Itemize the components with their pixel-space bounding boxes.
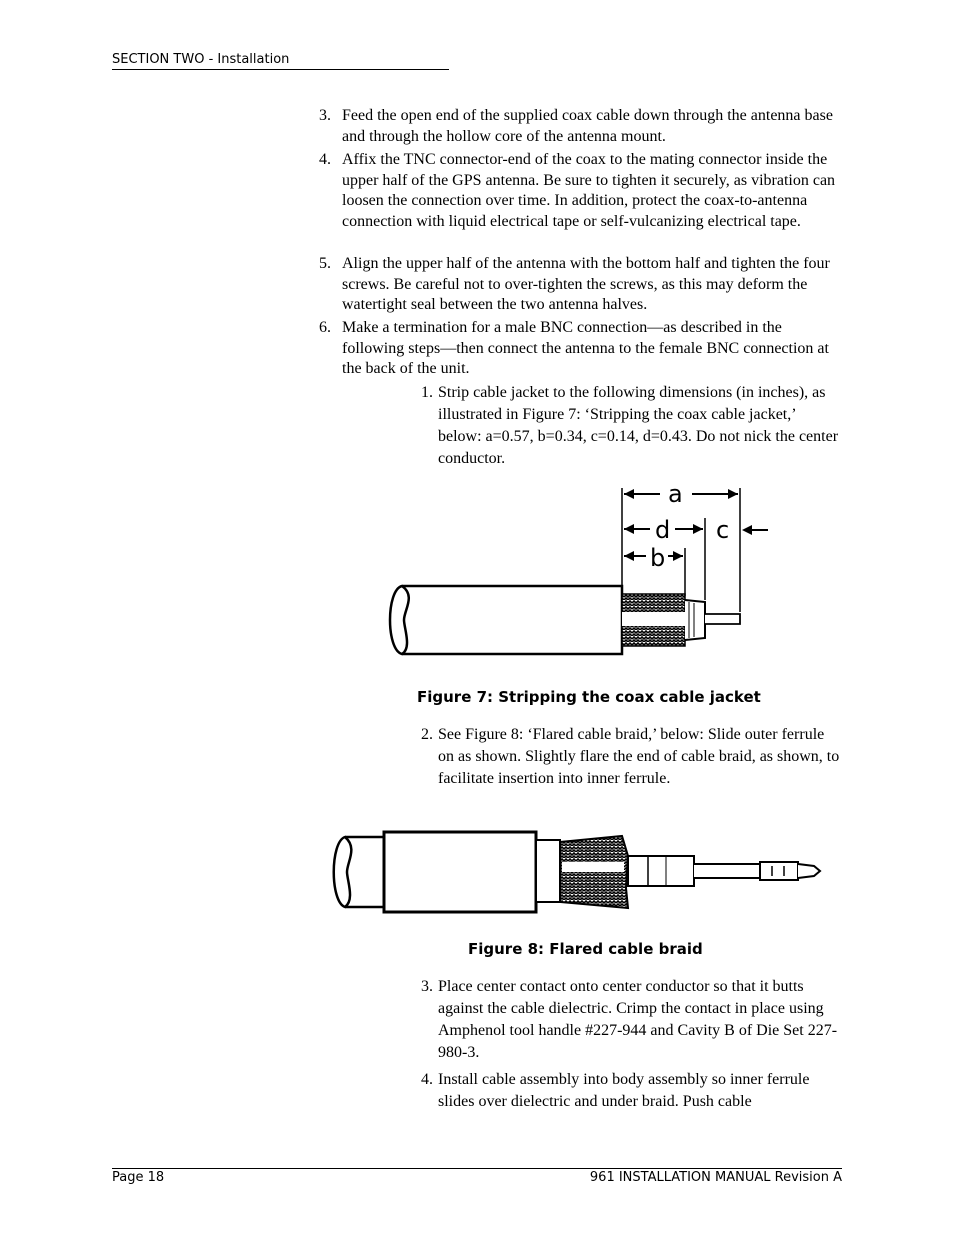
step-number: 6.: [319, 319, 331, 336]
substep-3: [421, 976, 841, 1064]
step-text: Make a termination for a male BNC connection—as described in the following steps—then connect the antenna to the female BNC connection at the back of the unit.: [342, 319, 829, 377]
step-text: Align the upper half of the antenna with the bottom half and tighten the four screws. Be careful not to over-tighten the screws, as this may deform the watertight seal between the two antenna halves.: [342, 255, 830, 313]
center-conductor: [694, 862, 820, 880]
dimension-label-c: c: [716, 516, 730, 544]
figure-7-caption: Figure 7: Stripping the coax cable jacket: [417, 688, 761, 706]
cable-braid: [536, 840, 560, 902]
dimension-label-d: d: [655, 516, 671, 544]
page-number: Page 18: [112, 1170, 165, 1185]
cable-jacket: [334, 837, 384, 907]
step-number: 3.: [319, 107, 331, 124]
substep-4: [421, 1069, 841, 1113]
substep-number: 1.: [421, 384, 433, 401]
cable-dielectric: [628, 856, 694, 886]
substep-number: 3.: [421, 978, 433, 995]
substep-text: Install cable assembly into body assembly so inner ferrule slides over dielectric and under braid. Push cable: [438, 1071, 810, 1110]
substep-number: 4.: [421, 1071, 433, 1088]
step-text: Feed the open end of the supplied coax cable down through the antenna base and through the hollow core of the antenna mount.: [342, 107, 833, 145]
step-number: 5.: [319, 255, 331, 272]
step-number: 4.: [319, 151, 331, 168]
footer-rule: [112, 1168, 842, 1169]
substep-text: Place center contact onto center conductor so that it butts against the cable dielectric. Crimp the contact in place using Amphenol tool handle #227-944 and Cavity B of Die Set 227-980-3.: [438, 978, 838, 1061]
dimension-label-a: a: [668, 480, 683, 508]
outer-ferrule: [384, 832, 536, 912]
section-header: SECTION TWO - Installation: [112, 52, 290, 67]
figure-8-caption: Figure 8: Flared cable braid: [468, 940, 703, 958]
step-text: Affix the TNC connector-end of the coax to the mating connector inside the upper half of the GPS antenna. Be sure to tighten it securely, as vibration can loosen the connection over time. In addition, protect the coax-to-antenna connection with liquid electrical tape or self-vulcanizing electrical tape.: [342, 151, 836, 230]
manual-title: 961 INSTALLATION MANUAL Revision A: [589, 1170, 842, 1185]
flared-braid: [560, 836, 628, 908]
substep-text: Strip cable jacket to the following dimensions (in inches), as illustrated in Figure 7: ‘Stripping the coax cable jacket,’ below: a=0.57, b=0.34, c=0.14, d=0.43. Do not nick the center conductor.: [438, 384, 839, 467]
substep-text: See Figure 8: ‘Flared cable braid,’ below: Slide outer ferrule on as shown. Slightly flare the end of cable braid, as shown, to facilitate insertion into inner ferrule.: [438, 726, 840, 787]
dimension-label-b: b: [650, 544, 666, 572]
substep-number: 2.: [421, 726, 433, 743]
